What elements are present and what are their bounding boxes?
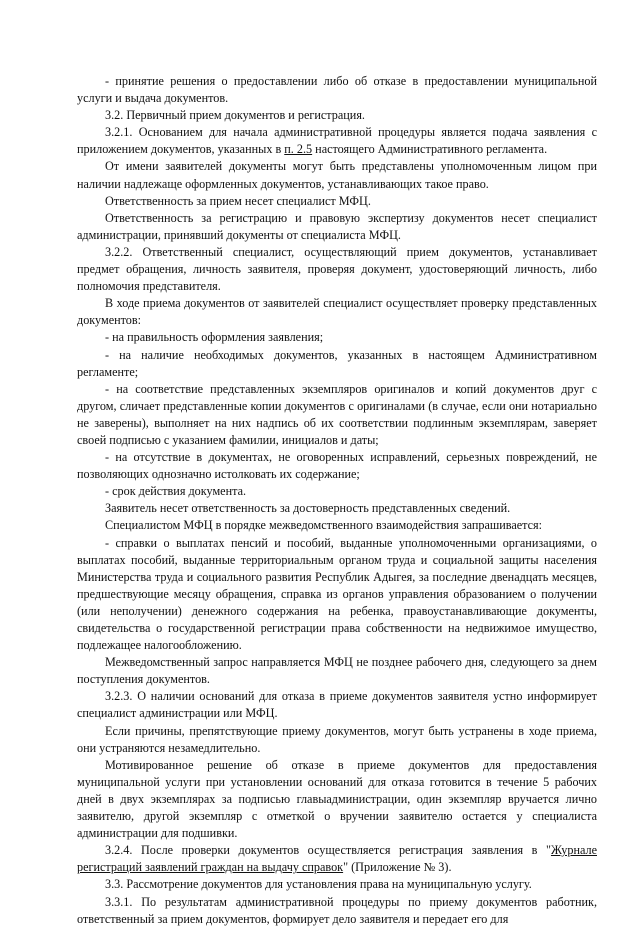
list-item: - на правильность оформления заявления; — [105, 330, 324, 345]
paragraph: Мотивированное решение об отказе в приеме документов для предоставления муниципальной услуги при установлении оснований для отказа готовится в течение 5 рабочих дней в двух экземплярах за подписью главыадминистрации, один экземпляр вручается лично заявителю, другой экземпляр с отметкой о вручении заявителю остается у специалиста администрации для подшивки. — [77, 757, 597, 841]
paragraph-text: 3.2.1. Основанием для начала административной процедуры является подача заявления с приложением документов, указанных в — [77, 125, 597, 157]
paragraph: 3.3.1. По результатам административной процедуры по приему документов работник, ответственный за прием документов, формирует дело заявителя и передает его для — [77, 894, 597, 926]
list-item: - на наличие необходимых документов, указанных в настоящем Административном регламенте; — [77, 347, 597, 379]
section-heading: 3.2. Первичный прием документов и регистрация. — [105, 108, 365, 123]
journal-link[interactable]: Журнале регистраций заявлений граждан на выдачу справок — [77, 843, 597, 875]
list-item: - срок действия документа. — [105, 484, 247, 499]
paragraph — [77, 124, 597, 158]
list-item: - справки о выплатах пенсий и пособий, выданные уполномоченными организациями, о выплатах пособий, выданные территориальным органом труда и социальной защиты населения Министерства труда и социального развития Республик Адыгея, за последние двенадцать месяцев, предшествующие месяцу обращения, справка из органов управления образованием о получении (или неполучении) денежного содержания на ребенка, правоустанавливающие документы, свидетельства о государственной регистрации права собственности на недвижимое имущество, подлежащее налогообложению. — [77, 535, 597, 653]
document-page — [77, 73, 597, 928]
reference-link[interactable]: п. 2.5 — [284, 142, 313, 157]
paragraph: Специалистом МФЦ в порядке межведомственного взаимодействия запрашивается: — [105, 518, 543, 533]
paragraph: В ходе приема документов от заявителей специалист осуществляет проверку представленных документов: — [77, 296, 597, 328]
paragraph — [77, 842, 597, 876]
list-item: - на соответствие представленных экземпляров оригиналов и копий документов друг с другом, сличает представленные копии документов с оригиналами (в случае, если они нотариально не заверены), выполняет на них надпись об их соответствии подлинным экземплярам, заверяет своей подписью с указанием фамилии, инициалов и даты; — [77, 381, 597, 447]
paragraph-text: " (Приложение № 3). — [343, 860, 452, 875]
paragraph: Если причины, препятствующие приему документов, могут быть устранены в ходе приема, они устраняются незамедлительно. — [77, 723, 597, 755]
paragraph-text: 3.2.4. После проверки документов осуществляется регистрация заявления в " — [105, 843, 551, 858]
list-item: - на отсутствие в документах, не оговоренных исправлений, серьезных повреждений, не позволяющих однозначно истолковать их содержание; — [77, 450, 597, 482]
paragraph: Ответственность за регистрацию и правовую экспертизу документов несет специалист администрации, принявший документы от специалиста МФЦ. — [77, 210, 597, 242]
paragraph: Ответственность за прием несет специалист МФЦ. — [105, 193, 371, 208]
paragraph-text: настоящего Административного регламента. — [312, 142, 548, 157]
paragraph: 3.2.3. О наличии оснований для отказа в приеме документов заявителя устно информирует специалист администрации или МФЦ. — [77, 689, 597, 721]
paragraph: От имени заявителей документы могут быть представлены уполномоченным лицом при наличии надлежаще оформленных документов, устанавливающих такое право. — [77, 159, 597, 191]
paragraph: - принятие решения о предоставлении либо об отказе в предоставлении муниципальной услуги и выдача документов. — [77, 74, 597, 106]
paragraph: Межведомственный запрос направляется МФЦ не позднее рабочего дня, следующего за днем поступления документов. — [77, 655, 597, 687]
paragraph: 3.2.2. Ответственный специалист, осуществляющий прием документов, устанавливает предмет обращения, личность заявителя, проверяя документ, удостоверяющий личность, либо полномочия представителя. — [77, 244, 597, 294]
section-heading: 3.3. Рассмотрение документов для установления права на муниципальную услугу. — [105, 877, 532, 892]
paragraph: Заявитель несет ответственность за достоверность представленных сведений. — [105, 501, 511, 516]
